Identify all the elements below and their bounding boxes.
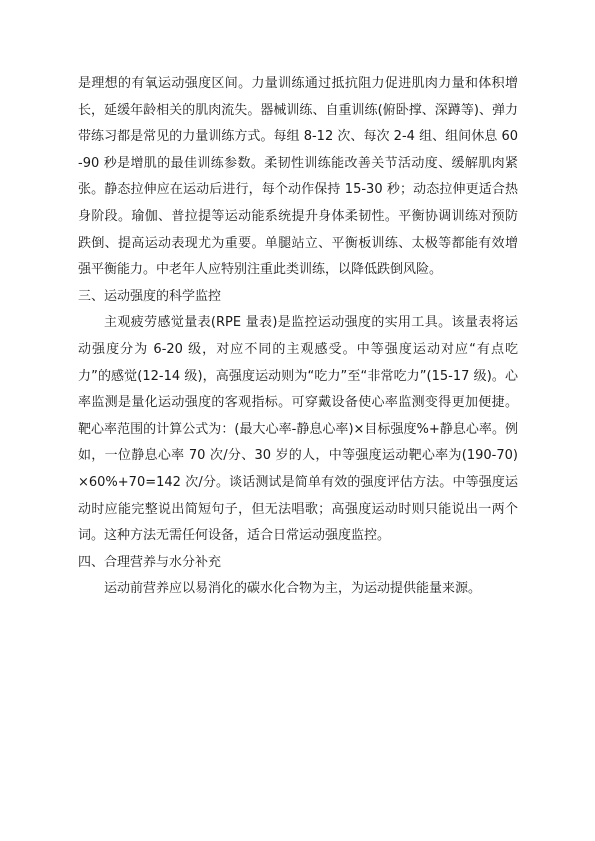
section-heading-intensity-monitoring: 三、运动强度的科学监控 [78, 288, 222, 304]
section-heading-nutrition-hydration: 四、合理营养与水分补充 [78, 554, 222, 570]
paragraph-intensity-monitoring: 主观疲劳感觉量表(RPE 量表)是监控运动强度的实用工具。该量表将运动强度分为 6-20 级，对应不同的主观感受。中等强度运动对应“有点吃力”的感觉(12-14 级)，高强度运动则为“吃力”至“非常吃力”(15-17 级)。心率监测是量化运动强度的客观指标。可穿戴设备使心率监测变得更加便捷。靶心率范围的计算公式为：(最大心率-静息心率)×目标强度%+静息心率。例如，一位静息心率 70 次/分、30 岁的人，中等强度运动靶心率为(190-70)×60%+70=142 次/分。谈话测试是简单有效的强度评估方法。中等强度运动时应能完整说出简短句子，但无法唱歌；高强度运动时则只能说出一两个词。这种方法无需任何设备，适合日常运动强度监控。 [78, 315, 518, 544]
document-body [78, 71, 518, 603]
paragraph-strength-flexibility-balance: 是理想的有氧运动强度区间。力量训练通过抵抗阻力促进肌肉力量和体积增长，延缓年龄相关的肌肉流失。器械训练、自重训练(俯卧撑、深蹲等)、弹力带练习都是常见的力量训练方式。每组 8-12 次、每次 2-4 组、组间休息 60-90 秒是增肌的最佳训练参数。柔韧性训练能改善关节活动度、缓解肌肉紧张。静态拉伸应在运动后进行，每个动作保持 15-30 秒；动态拉伸更适合热身阶段。瑜伽、普拉提等运动能系统提升身体柔韧性。平衡协调训练对预防跌倒、提高运动表现尤为重要。单腿站立、平衡板训练、太极等都能有效增强平衡能力。中老年人应特别注重此类训练，以降低跌倒风险。 [78, 76, 518, 278]
paragraph-pre-exercise-nutrition: 运动前营养应以易消化的碳水化合物为主，为运动提供能量来源。 [104, 581, 482, 597]
